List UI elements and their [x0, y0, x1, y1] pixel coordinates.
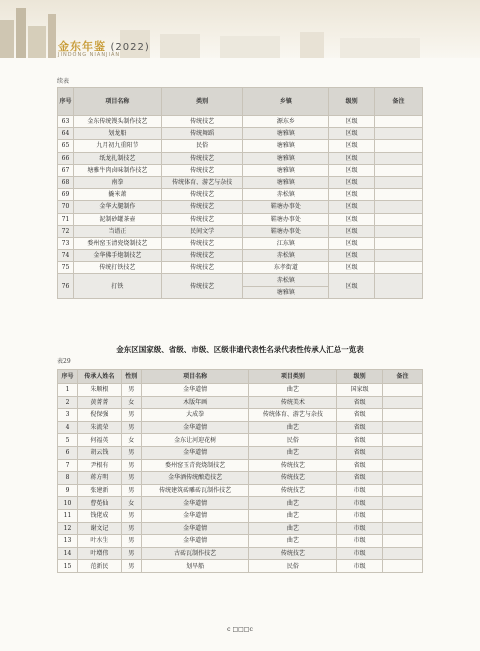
table-cell: 74 — [58, 250, 74, 262]
table-cell: 鞋塘办事处 — [243, 213, 329, 225]
table-row — [58, 262, 423, 274]
table-cell: 划龙船 — [73, 128, 161, 140]
table-cell: 传统技艺 — [249, 459, 337, 472]
table-cell: 范新民 — [77, 560, 121, 573]
table-cell: 金华道情 — [141, 446, 249, 459]
table-cell: 传统舞蹈 — [161, 128, 243, 140]
table-cell: 九月初九重阳节 — [73, 140, 161, 152]
table-cell: 市级 — [337, 560, 383, 573]
table-cell: 区级 — [329, 164, 375, 176]
column-header: 项目类别 — [249, 370, 337, 384]
table-cell: 73 — [58, 237, 74, 249]
table-cell: 源东乡 — [243, 116, 329, 128]
table-cell: 69 — [58, 189, 74, 201]
table-cell: 13 — [58, 535, 78, 548]
table-cell — [383, 535, 423, 548]
table-cell: 传统技艺 — [161, 262, 243, 274]
table-cell: 赤松镇 — [243, 189, 329, 201]
table-row — [58, 164, 423, 176]
table-cell: 女 — [121, 396, 141, 409]
table-cell: 木版年画 — [141, 396, 249, 409]
table-cell: 男 — [121, 560, 141, 573]
table-row — [58, 201, 423, 213]
table-cell: 市级 — [337, 522, 383, 535]
table-cell: 71 — [58, 213, 74, 225]
table-cell: 68 — [58, 176, 74, 188]
table-cell — [383, 472, 423, 485]
table-cell: 传统技艺 — [249, 472, 337, 485]
table-cell: 倪保强 — [77, 409, 121, 422]
table-cell: 叶水生 — [77, 535, 121, 548]
table-cell: 11 — [58, 509, 78, 522]
table-cell: 曲艺 — [249, 421, 337, 434]
column-header: 类别 — [161, 88, 243, 116]
table-cell: 男 — [121, 384, 141, 397]
table-cell — [375, 164, 423, 176]
table-row — [58, 535, 423, 548]
table-cell: 区级 — [329, 262, 375, 274]
table-cell: 男 — [121, 459, 141, 472]
column-header: 级别 — [329, 88, 375, 116]
table-cell: 15 — [58, 560, 78, 573]
table-cell: 传统打铁技艺 — [73, 262, 161, 274]
brand-chinese: 金东年鉴 — [58, 40, 106, 53]
table-cell: 63 — [58, 116, 74, 128]
table-cell: 金华道情 — [141, 535, 249, 548]
table-cell: 传统建筑砖雕砖瓦制作技艺 — [141, 484, 249, 497]
table-cell: 南拳 — [73, 176, 161, 188]
column-header: 传承人姓名 — [77, 370, 121, 384]
table-cell: 72 — [58, 225, 74, 237]
table-cell — [383, 522, 423, 535]
table-cell: 当谱正 — [73, 225, 161, 237]
table-cell — [375, 140, 423, 152]
table-cell: 塘雅镇 — [243, 286, 329, 298]
table-cell: 传统技艺 — [161, 237, 243, 249]
table-row — [58, 509, 423, 522]
table-cell: 男 — [121, 472, 141, 485]
table-cell: 男 — [121, 484, 141, 497]
table-cell: 钱佬成 — [77, 509, 121, 522]
table-cell: 区级 — [329, 250, 375, 262]
table-cell: 12 — [58, 522, 78, 535]
table-cell: 曲艺 — [249, 446, 337, 459]
table-cell: 区级 — [329, 152, 375, 164]
table-cell: 民俗 — [249, 560, 337, 573]
heritage-items-table — [57, 87, 423, 299]
table-cell: 省级 — [337, 396, 383, 409]
table-cell: 传统美术 — [249, 396, 337, 409]
table-cell: 5 — [58, 434, 78, 447]
table-cell: 民俗 — [249, 434, 337, 447]
table-cell — [375, 116, 423, 128]
column-header: 项目名称 — [73, 88, 161, 116]
table-cell: 男 — [121, 547, 141, 560]
table-cell: 3 — [58, 409, 78, 422]
table-cell — [375, 176, 423, 188]
table-cell: 打铁 — [73, 274, 161, 298]
table-cell: 划旱船 — [141, 560, 249, 573]
table-cell: 谢文记 — [77, 522, 121, 535]
table-cell: 女 — [121, 497, 141, 510]
table-cell: 省级 — [337, 446, 383, 459]
table-cell — [375, 189, 423, 201]
table1-header-row — [58, 88, 423, 116]
table-cell: 9 — [58, 484, 78, 497]
table-cell: 鞋塘办事处 — [243, 201, 329, 213]
table-cell: 省级 — [337, 434, 383, 447]
table-cell: 黄菁菁 — [77, 396, 121, 409]
table-cell: 传统技艺 — [161, 116, 243, 128]
table-cell: 塘雅镇 — [243, 164, 329, 176]
table-row — [58, 152, 423, 164]
table-cell: 塘雅镇 — [243, 176, 329, 188]
table-cell — [375, 237, 423, 249]
table-cell: 张建新 — [77, 484, 121, 497]
table-cell: 赤松镇 — [243, 274, 329, 286]
table-cell: 市级 — [337, 509, 383, 522]
table-cell: 金东传统馒头制作技艺 — [73, 116, 161, 128]
table-cell: 塘雅牛肉卤味制作技艺 — [73, 164, 161, 176]
table-cell: 叶增伟 — [77, 547, 121, 560]
table-cell — [375, 128, 423, 140]
table-cell: 区级 — [329, 189, 375, 201]
table-cell: 赤松镇 — [243, 250, 329, 262]
table-cell: 尹根有 — [77, 459, 121, 472]
table-cell: 男 — [121, 535, 141, 548]
table-cell: 男 — [121, 421, 141, 434]
column-header: 备注 — [383, 370, 423, 384]
table-cell: 10 — [58, 497, 78, 510]
table-row — [58, 434, 423, 447]
column-header: 性别 — [121, 370, 141, 384]
table-cell: 金华酒传统酿造技艺 — [141, 472, 249, 485]
table-row — [58, 274, 423, 286]
column-header: 序号 — [58, 370, 78, 384]
table-row — [58, 421, 423, 434]
column-header: 级别 — [337, 370, 383, 384]
table-cell — [375, 250, 423, 262]
table-row — [58, 140, 423, 152]
table-row — [58, 176, 423, 188]
table-cell: 金华大腿制作 — [73, 201, 161, 213]
table-row — [58, 384, 423, 397]
table-cell: 传统技艺 — [161, 250, 243, 262]
table-cell: 男 — [121, 509, 141, 522]
table-cell: 曲艺 — [249, 509, 337, 522]
table-cell: 传统技艺 — [161, 152, 243, 164]
table-cell — [375, 274, 423, 298]
table-cell: 66 — [58, 152, 74, 164]
table-row — [58, 189, 423, 201]
table-cell: 7 — [58, 459, 78, 472]
table-cell — [375, 152, 423, 164]
table-cell: 婺州窑玉清瓷烧制技艺 — [73, 237, 161, 249]
table-cell: 曲艺 — [249, 535, 337, 548]
table-cell: 金华道情 — [141, 497, 249, 510]
table-cell: 区级 — [329, 237, 375, 249]
table-cell: 塘雅镇 — [243, 128, 329, 140]
table-cell: 纸龙扎制技艺 — [73, 152, 161, 164]
table-row — [58, 250, 423, 262]
table-cell: 朱顺根 — [77, 384, 121, 397]
table-cell — [383, 459, 423, 472]
page-banner — [0, 0, 480, 58]
table2-title: 金东区国家级、省级、市级、区级非遗代表性名录代表性传承人汇总一览表 — [116, 345, 364, 354]
table-cell: 民间文学 — [161, 225, 243, 237]
table-cell: 区级 — [329, 128, 375, 140]
table-cell: 区级 — [329, 274, 375, 298]
table-cell: 女 — [121, 434, 141, 447]
table-cell: 江东镇 — [243, 237, 329, 249]
table-cell — [383, 509, 423, 522]
table-row — [58, 128, 423, 140]
table-cell — [375, 262, 423, 274]
table-cell: 区级 — [329, 116, 375, 128]
table-row — [58, 116, 423, 128]
table-cell: 曲艺 — [249, 522, 337, 535]
table-cell: 鞋塘办事处 — [243, 225, 329, 237]
table-cell: 传统技艺 — [249, 547, 337, 560]
table-cell: 曲艺 — [249, 497, 337, 510]
table-cell: 曹莬仙 — [77, 497, 121, 510]
inheritors-table — [57, 369, 423, 573]
table2-header-row — [58, 370, 423, 384]
table-cell: 2 — [58, 396, 78, 409]
brand-year: (2022) — [110, 42, 150, 53]
table-cell: 65 — [58, 140, 74, 152]
table-cell: 市级 — [337, 535, 383, 548]
table-cell: 区级 — [329, 225, 375, 237]
table-row — [58, 547, 423, 560]
table-cell — [383, 484, 423, 497]
table-cell: 国家级 — [337, 384, 383, 397]
table-cell: 67 — [58, 164, 74, 176]
table-cell: 区级 — [329, 140, 375, 152]
table-cell: 6 — [58, 446, 78, 459]
table-cell: 传统技艺 — [161, 274, 243, 298]
table-cell: 14 — [58, 547, 78, 560]
table-cell: 70 — [58, 201, 74, 213]
table-cell: 市级 — [337, 497, 383, 510]
table-cell: 金华道情 — [141, 509, 249, 522]
table-cell: 古砖瓦制作技艺 — [141, 547, 249, 560]
table-cell: 64 — [58, 128, 74, 140]
table-cell: 胡云钱 — [77, 446, 121, 459]
table-cell — [375, 225, 423, 237]
table-cell: 男 — [121, 446, 141, 459]
table-cell: 省级 — [337, 409, 383, 422]
table-cell: 传统技艺 — [161, 201, 243, 213]
table-row — [58, 409, 423, 422]
table-cell: 朱流荣 — [77, 421, 121, 434]
table-cell: 区级 — [329, 176, 375, 188]
table-cell: 省级 — [337, 421, 383, 434]
table-row — [58, 225, 423, 237]
table-cell: 传统技艺 — [161, 213, 243, 225]
table-row — [58, 396, 423, 409]
table-row — [58, 237, 423, 249]
table-cell: 传统技艺 — [161, 164, 243, 176]
table-cell: 金华道情 — [141, 421, 249, 434]
table-cell: 市级 — [337, 484, 383, 497]
table-cell: 撬米萧 — [73, 189, 161, 201]
table-cell: 民俗 — [161, 140, 243, 152]
table-cell: 男 — [121, 522, 141, 535]
table-cell: 市级 — [337, 547, 383, 560]
table-row — [58, 472, 423, 485]
table-row — [58, 484, 423, 497]
column-header: 备注 — [375, 88, 423, 116]
column-header: 项目名称 — [141, 370, 249, 384]
table-row — [58, 497, 423, 510]
table-cell: 男 — [121, 409, 141, 422]
table-cell — [383, 497, 423, 510]
table-cell — [375, 213, 423, 225]
table-cell: 区级 — [329, 201, 375, 213]
column-header: 乡镇 — [243, 88, 329, 116]
table-cell — [375, 201, 423, 213]
table-cell — [383, 560, 423, 573]
table-cell: 金东让河迎花树 — [141, 434, 249, 447]
table1-caption: 续表 — [57, 78, 70, 85]
table-cell: 婺州窑玉青瓷烧制技艺 — [141, 459, 249, 472]
table-cell: 4 — [58, 421, 78, 434]
table-cell: 泥制砂罐茶壶 — [73, 213, 161, 225]
table2-caption: 表29 — [57, 358, 71, 365]
table-cell — [383, 421, 423, 434]
table-cell: 76 — [58, 274, 74, 298]
table-cell — [383, 434, 423, 447]
table-cell: 东孝街道 — [243, 262, 329, 274]
table-cell: 曲艺 — [249, 384, 337, 397]
table-row — [58, 446, 423, 459]
column-header: 序号 — [58, 88, 74, 116]
table-cell: 75 — [58, 262, 74, 274]
table-cell: 传统技艺 — [161, 189, 243, 201]
table-cell: 1 — [58, 384, 78, 397]
brand-pinyin: JINDONG NIANJIAN — [58, 52, 121, 58]
table-cell: 蒋方明 — [77, 472, 121, 485]
table-row — [58, 560, 423, 573]
table-cell: 传统体育、游艺与杂技 — [161, 176, 243, 188]
table-cell: 省级 — [337, 459, 383, 472]
table-row — [58, 459, 423, 472]
table-cell: 大成拳 — [141, 409, 249, 422]
table-cell: 8 — [58, 472, 78, 485]
table-cell: 传统技艺 — [249, 484, 337, 497]
table-cell — [383, 547, 423, 560]
table-cell — [383, 446, 423, 459]
table-cell: 塘雅镇 — [243, 152, 329, 164]
table-row — [58, 522, 423, 535]
table-cell: 何福英 — [77, 434, 121, 447]
table-row — [58, 213, 423, 225]
table-cell: 金华道情 — [141, 522, 249, 535]
table-cell: 金华佛手炮制技艺 — [73, 250, 161, 262]
table-cell: 区级 — [329, 213, 375, 225]
table-cell: 省级 — [337, 472, 383, 485]
table-cell — [383, 384, 423, 397]
page-number: c □□□c — [227, 626, 253, 633]
table-cell: 金华道情 — [141, 384, 249, 397]
table-cell — [383, 396, 423, 409]
table-cell — [383, 409, 423, 422]
table-cell: 传统体育、游艺与杂技 — [249, 409, 337, 422]
table-cell: 塘雅镇 — [243, 140, 329, 152]
